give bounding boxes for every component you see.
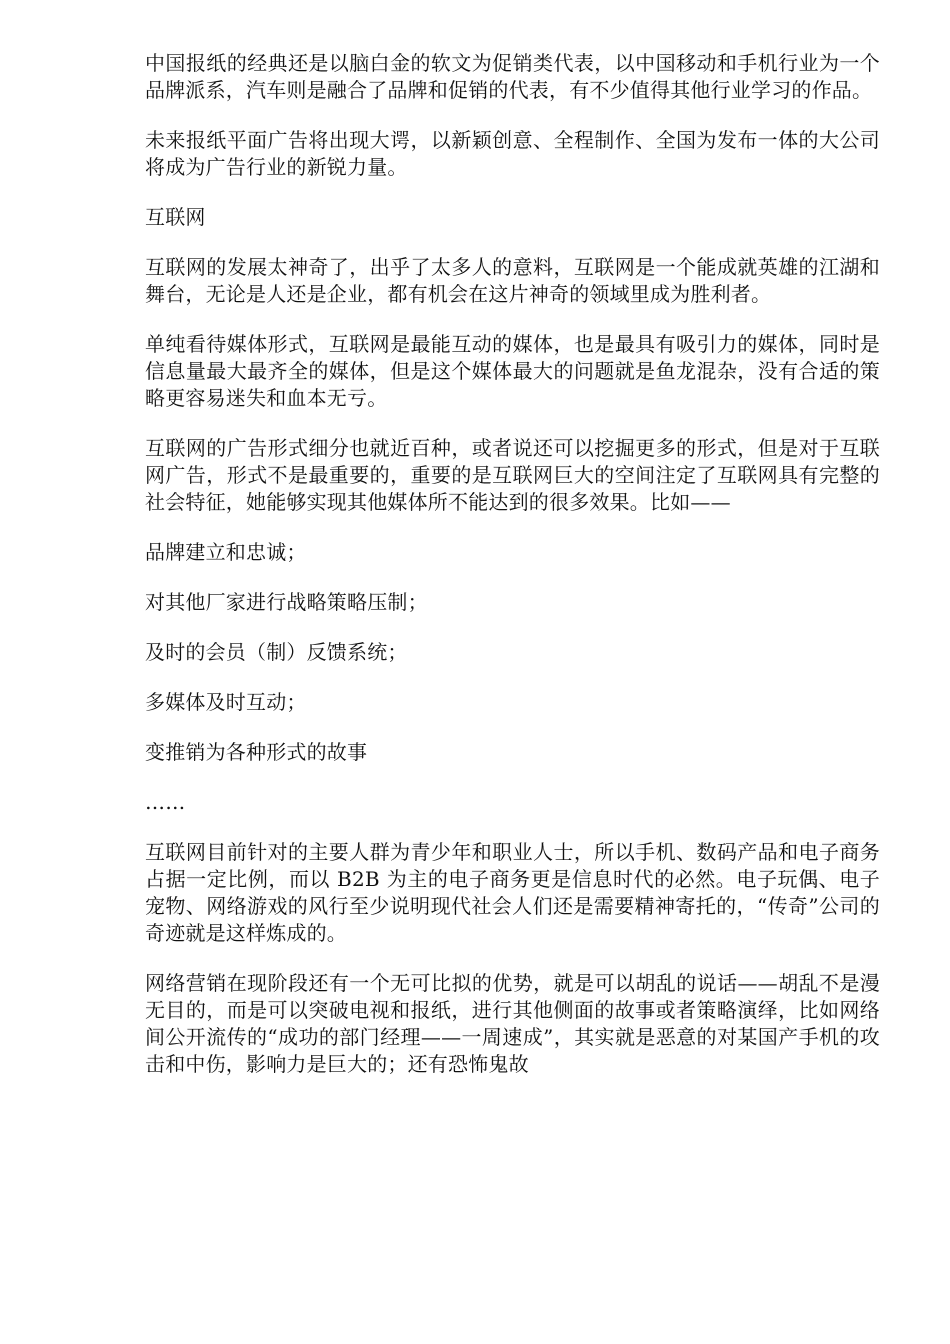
paragraph-internet-ad-forms: 互联网的广告形式细分也就近百种，或者说还可以挖掘更多的形式，但是对于互联网广告，形式不是最重要的，重要的是互联网巨大的空间注定了互联网具有完整的社会特征，她能够实现其他媒体所不能达到的很多效果。比如—— [145,436,880,514]
paragraph-network-marketing: 网络营销在现阶段还有一个无可比拟的优势，就是可以胡乱的说话——胡乱不是漫无目的，而是可以突破电视和报纸，进行其他侧面的故事或者策略演绎，比如网络间公开流传的“成功的部门经理——一周速成”，其实就是恶意的对某国产手机的攻击和中伤，影响力是巨大的；还有恐怖鬼故 [145,971,880,1076]
list-item-stories: 变推销为各种形式的故事 [145,740,368,764]
paragraph-internet-audience: 互联网目前针对的主要人群为青少年和职业人士，所以手机、数码产品和电子商务占据一定比例，而以 B2B 为主的电子商务更是信息时代的必然。电子玩偶、电子宠物、网络游戏的风行至少说明现代社会人们还是需要精神寄托的，“传奇”公司的奇迹就是这样炼成的。 [145,840,880,945]
list-item-strategy-suppression: 对其他厂家进行战略策略压制； [145,590,428,614]
list-ellipsis: …… [145,790,186,814]
paragraph-newspaper-classics: 中国报纸的经典还是以脑白金的软文为促销类代表，以中国移动和手机行业为一个品牌派系，汽车则是融合了品牌和促销的代表，有不少值得其他行业学习的作品。 [145,51,880,102]
document-page [145,50,880,1101]
list-item-brand-loyalty: 品牌建立和忠诚； [145,540,307,564]
paragraph-internet-media-form: 单纯看待媒体形式，互联网是最能互动的媒体，也是最具有吸引力的媒体，同时是信息量最大最齐全的媒体，但是这个媒体最大的问题就是鱼龙混杂，没有合适的策略更容易迷失和血本无亏。 [145,332,880,410]
list-item-multimedia-interaction: 多媒体及时互动； [145,690,307,714]
section-heading-internet: 互联网 [145,205,206,229]
list-item-member-feedback: 及时的会员（制）反馈系统； [145,640,408,664]
paragraph-newspaper-future: 未来报纸平面广告将出现大谔，以新颖创意、全程制作、全国为发布一体的大公司将成为广告行业的新锐力量。 [145,128,880,179]
paragraph-internet-development: 互联网的发展太神奇了，出乎了太多人的意料，互联网是一个能成就英雄的江湖和舞台，无论是人还是企业，都有机会在这片神奇的领域里成为胜利者。 [145,255,880,306]
